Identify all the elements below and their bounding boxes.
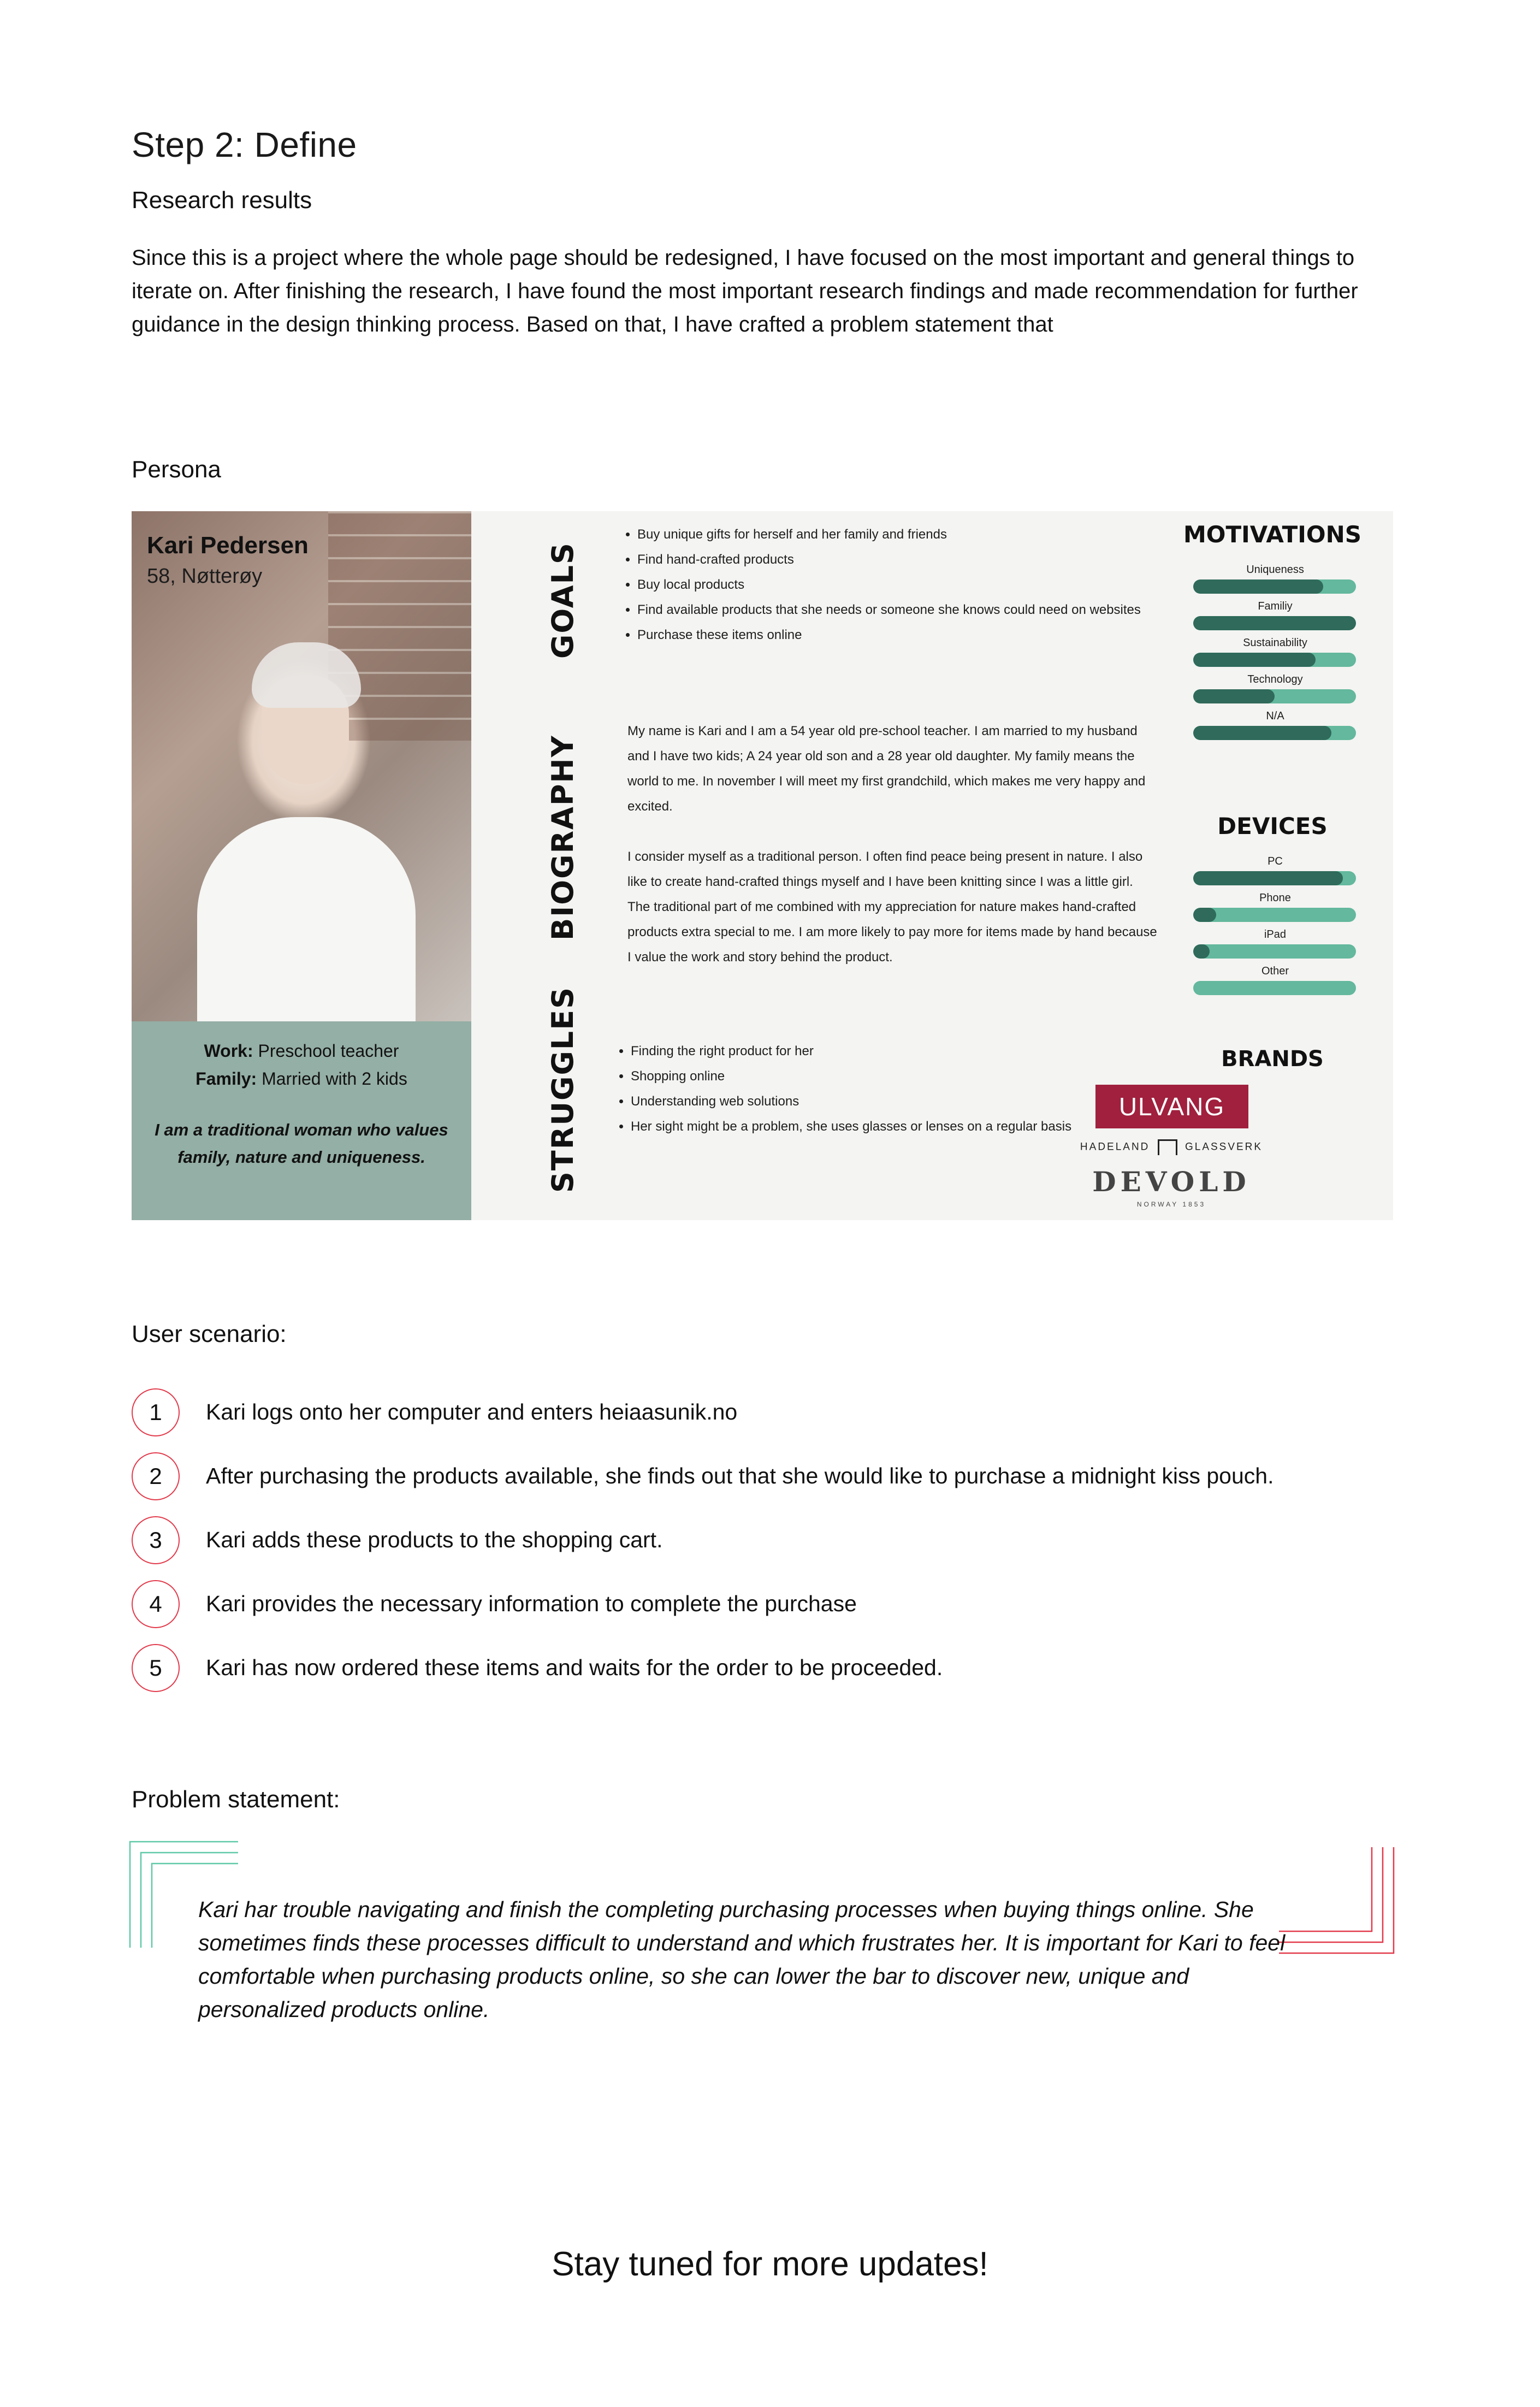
device-bar [1193, 908, 1356, 922]
struggles-label: STRUGGLES [546, 986, 580, 1193]
step-number-3: 3 [132, 1516, 180, 1564]
motivation-bar [1193, 689, 1356, 703]
struggle-item: • Understanding web solutions [631, 1089, 1206, 1114]
device-bar [1193, 981, 1356, 995]
devices-bars [1193, 855, 1357, 995]
goal-item: • Find available products that she needs or someone she knows could need on websites [637, 598, 1300, 623]
step-number-5: 5 [132, 1644, 180, 1692]
motivation-label: Uniqueness [1246, 564, 1304, 576]
persona-heading: Persona [132, 456, 221, 483]
scenario-heading: User scenario: [132, 1321, 287, 1347]
step-text-1: Kari logs onto her computer and enters heiaasunik.no [206, 1399, 738, 1424]
problem-heading: Problem statement: [132, 1786, 340, 1813]
step-text-4: Kari provides the necessary information to complete the purchase [206, 1591, 857, 1616]
motivation-label: N/A [1266, 710, 1284, 722]
brands-heading: BRANDS [1221, 1046, 1324, 1072]
biography-label: BIOGRAPHY [546, 735, 580, 941]
goal-item: • Find hand-crafted products [637, 547, 1300, 572]
problem-statement-text: Kari har trouble navigating and finish the completing purchasing processes when buying things online. She sometimes finds these processes difficult to understand and which frustrates her. It is important for Kari to feel comfortable when purchasing products online, so she can lower the bar to discover new, unique and personalized products online. [198, 1897, 1286, 2022]
motivation-bar [1193, 726, 1356, 740]
ulvang-logo: ULVANG [1095, 1085, 1248, 1128]
persona-quote: I am a traditional woman who values family, nature and uniqueness. [155, 1120, 448, 1167]
persona-family: Family: Married with 2 kids [196, 1069, 407, 1089]
device-bar [1193, 871, 1356, 885]
goal-item: • Buy local products [637, 572, 1300, 598]
footer-message: Stay tuned for more updates! [552, 2245, 988, 2283]
persona-name: Kari Pedersen [147, 532, 309, 559]
motivation-bar [1193, 653, 1356, 667]
motivations-heading: MOTIVATIONS [1183, 521, 1362, 548]
persona-photo [132, 511, 471, 1021]
step-number-4: 4 [132, 1580, 180, 1628]
research-heading: Research results [132, 187, 312, 214]
motivation-bar [1193, 579, 1356, 594]
devices-heading: DEVICES [1217, 813, 1328, 839]
struggle-item: • Her sight might be a problem, she uses glasses or lenses on a regular basis [631, 1114, 1206, 1139]
biography-text [627, 719, 1157, 970]
struggle-item: • Shopping online [631, 1064, 1206, 1089]
motivation-label: Sustainability [1243, 637, 1307, 649]
motivation-label: Technology [1247, 673, 1303, 685]
goal-item: • Buy unique gifts for herself and her family and friends [637, 522, 1300, 547]
research-paragraph: Since this is a project where the whole page should be redesigned, I have focused on the most important and general things to iterate on. After finishing the research, I have found the most important research findings and made recommendation for further guidance in the design thinking process. Based on that, I have crafted a problem statement that [132, 246, 1358, 336]
step-text-3: Kari adds these products to the shopping cart. [206, 1527, 663, 1552]
goal-item: • Purchase these items online [637, 623, 1300, 648]
device-label: Other [1261, 965, 1289, 977]
device-bar [1193, 944, 1356, 959]
motivation-label: Familiy [1258, 600, 1293, 612]
persona-work: Work: Preschool teacher [204, 1041, 399, 1061]
step-text-2: After purchasing the products available, she finds out that she would like to purchase a midnight kiss pouch. [206, 1463, 1274, 1488]
motivation-bar [1193, 616, 1356, 630]
devold-logo: DEVOLD [1092, 1166, 1251, 1198]
persona-age-location: 58, Nøtterøy [147, 565, 263, 588]
motivations-bars [1193, 564, 1357, 740]
device-label: iPad [1264, 929, 1287, 941]
hadeland-mark-icon [1158, 1139, 1177, 1155]
biography-paragraph-1: My name is Kari and I am a 54 year old pre-school teacher. I am married to my husband and I have two kids; A 24 year old son and a 28 year old daughter. My family means the world to me. In november I will meet my first grandchild, which makes me very happy and excited. [627, 724, 1146, 814]
struggle-item: • Finding the right product for her [631, 1039, 1206, 1064]
device-label: Phone [1259, 892, 1291, 904]
step-text-5: Kari has now ordered these items and waits for the order to be proceeded. [206, 1655, 943, 1680]
step-number-2: 2 [132, 1452, 180, 1500]
page-title: Step 2: Define [132, 125, 357, 164]
biography-paragraph-2: I consider myself as a traditional person. I often find peace being present in nature. I also like to create hand-crafted things myself and I have been knitting since I was a little girl. The traditional part of me combined with my appreciation for nature makes hand-crafted products extra special to me. I am more likely to pay more for items made by hand because I value the work and story behind the product. [627, 849, 1157, 965]
persona-info-box [132, 1021, 471, 1220]
hadeland-glassverk-logo: HADELAND GLASSVERK [1070, 1139, 1272, 1155]
goals-label: GOALS [546, 542, 580, 659]
step-number-1: 1 [132, 1388, 180, 1436]
devold-logo-subtitle: NORWAY 1853 [1136, 1200, 1206, 1208]
device-label: PC [1267, 855, 1283, 867]
